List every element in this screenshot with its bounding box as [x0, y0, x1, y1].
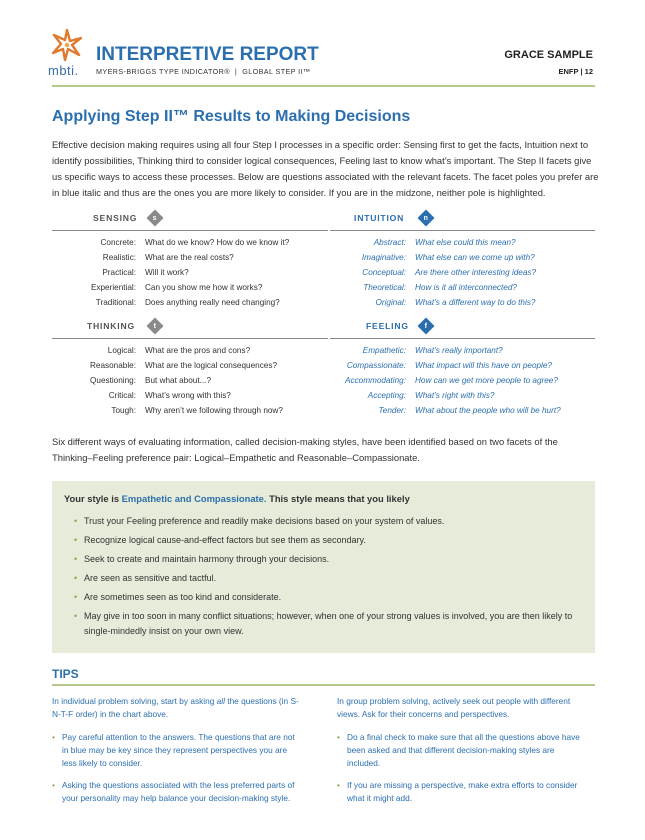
facet-name: Traditional: [95, 298, 136, 307]
sensing-heading: SENSING [93, 213, 138, 223]
tips-title: TIPS [52, 667, 79, 681]
subtitle-instrument: MYERS-BRIGGS TYPE INDICATOR® [96, 67, 230, 76]
mbti-logo-icon [52, 28, 82, 62]
thinking-badge-letter: t [153, 322, 157, 330]
tips-individual-column [52, 695, 302, 814]
tips-group-list [337, 731, 587, 805]
facet-question: What else could this mean? [415, 238, 516, 247]
facet-name: Realistic: [102, 253, 136, 262]
tips-individual-intro [52, 695, 302, 721]
facet-name: Accommodating: [345, 376, 406, 385]
thinking-badge [147, 318, 164, 335]
style-traits-list [74, 514, 584, 643]
thinking-heading: THINKING [87, 321, 135, 331]
intuition-badge-letter: n [423, 214, 429, 222]
facet-question: Are there other interesting ideas? [415, 268, 537, 277]
facet-question: What are the logical consequences? [145, 361, 277, 370]
sensing-badge [147, 210, 164, 227]
facet-question: What do we know? How do we know it? [145, 238, 290, 247]
tips-individual-list [52, 731, 302, 805]
tips-group-intro: In group problem solving, actively seek out people with different views. Ask for their concerns and perspectives. [337, 696, 571, 719]
list-item: • If you are missing a perspective, make extra efforts to consider what it might add. [337, 779, 587, 805]
subtitle-step: GLOBAL STEP II™ [242, 67, 311, 76]
style-lead-prefix: Your style is [64, 493, 122, 504]
report-subtitle [96, 67, 311, 76]
facet-name: Tough: [111, 406, 136, 415]
intuition-heading: INTUITION [354, 213, 405, 223]
facet-name: Imaginative: [361, 253, 406, 262]
facet-question: Can you show me how it works? [145, 283, 263, 292]
facet-name: Practical: [102, 268, 136, 277]
style-lead-suffix: This style means that you likely [266, 493, 410, 504]
decision-styles-paragraph: Six different ways of evaluating information, called decision-making styles, have been identified based on two facets of the Thinking–Feeling preference pair: Logical–Empathetic and Reasonable–Compassionate. [52, 436, 558, 463]
list-item: • Do a final check to make sure that all the questions above have been asked and that different decision-making styles are included. [337, 731, 587, 770]
feeling-rule [330, 338, 595, 339]
facet-name: Compassionate: [346, 361, 406, 370]
facet-question: How can we get more people to agree? [415, 376, 558, 385]
tips-group-column [337, 695, 587, 814]
facet-name: Experiential: [90, 283, 136, 292]
list-item: • Are sometimes seen as too kind and considerate. [74, 590, 584, 605]
facet-name: Original: [375, 298, 406, 307]
list-item: • Are seen as sensitive and tactful. [74, 571, 584, 586]
header-divider [52, 85, 595, 87]
list-item: • May give in too soon in many conflict situations; however, when one of your strong values is involved, you are then likely to single-mindedly insist on your own view. [74, 609, 584, 639]
facet-name: Tender: [378, 406, 406, 415]
facet-question: How is it all interconnected? [415, 283, 517, 292]
facet-name: Abstract: [373, 238, 406, 247]
facet-question: Why aren’t we following through now? [145, 406, 283, 415]
style-lead [64, 493, 410, 504]
list-item: • Seek to create and maintain harmony through your decisions. [74, 552, 584, 567]
facet-name: Concrete: [100, 238, 136, 247]
facet-name: Theoretical: [363, 283, 406, 292]
intro-paragraph: Effective decision making requires using all four Step I processes in a specific order: Sensing first to get the facts, Intuition next to identify possibilities, Thinking third to consider logical consequences, Feeling last to know what’s important. The Step II facets give us specific ways to access these processes. Below are questions associated with the relevant facets. The facet poles you prefer are in blue italic and thus are the ones you are more likely to consider. If you are in the midzone, neither pole is highlighted. [52, 139, 599, 198]
facet-name: Conceptual: [362, 268, 406, 277]
facet-question: What else can we come up with? [415, 253, 535, 262]
logo-text: mbti. [48, 63, 79, 78]
tips-intro-text: the questions (in S-N-T-F order) in the chart above. [52, 696, 299, 719]
tips-intro-text: In individual problem solving, start by asking [52, 696, 217, 706]
facet-name: Reasonable: [90, 361, 136, 370]
feeling-heading: FEELING [366, 321, 409, 331]
list-item: • Recognize logical cause-and-effect factors but see them as secondary. [74, 533, 584, 548]
facet-question: What’s a different way to do this? [415, 298, 536, 307]
person-name: GRACE SAMPLE [504, 49, 593, 61]
thinking-rule [52, 338, 328, 339]
section-title: Applying Step II™ Results to Making Decisions [52, 108, 411, 125]
facet-name: Questioning: [90, 376, 136, 385]
feeling-badge [418, 318, 435, 335]
intuition-badge [418, 210, 435, 227]
facet-question: What’s right with this? [415, 391, 495, 400]
list-item: • Asking the questions associated with the less preferred parts of your personality may help balance your decision-making style. [52, 779, 302, 805]
list-item: • Trust your Feeling preference and readily make decisions based on your system of values. [74, 514, 584, 529]
subtitle-separator: | [234, 67, 238, 76]
sensing-rule [52, 230, 328, 231]
style-name: Empathetic and Compassionate. [121, 493, 267, 504]
facet-question: What’s wrong with this? [145, 391, 231, 400]
tips-divider [52, 684, 595, 686]
facet-name: Empathetic: [362, 346, 406, 355]
feeling-badge-letter: f [424, 322, 428, 330]
list-item: • Pay careful attention to the answers. The questions that are not in blue may be key since they represent perspectives you are less likely to consider. [52, 731, 302, 770]
facet-question: What’s really important? [415, 346, 503, 355]
facet-question: Will it work? [145, 268, 189, 277]
sensing-badge-letter: s [153, 214, 157, 222]
tips-intro-emphasis: all [216, 696, 225, 706]
facet-question: What are the pros and cons? [145, 346, 251, 355]
facet-question: What about the people who will be hurt? [415, 406, 561, 415]
facet-question: Does anything really need changing? [145, 298, 280, 307]
facet-name: Accepting: [367, 391, 406, 400]
facet-question: But what about...? [145, 376, 211, 385]
facet-question: What impact will this have on people? [415, 361, 552, 370]
report-title: INTERPRETIVE REPORT [96, 44, 319, 65]
facet-question: What are the real costs? [145, 253, 234, 262]
facet-name: Critical: [108, 391, 136, 400]
facet-name: Logical: [107, 346, 136, 355]
type-page-number: ENFP | 12 [558, 67, 593, 76]
intuition-rule [330, 230, 595, 231]
